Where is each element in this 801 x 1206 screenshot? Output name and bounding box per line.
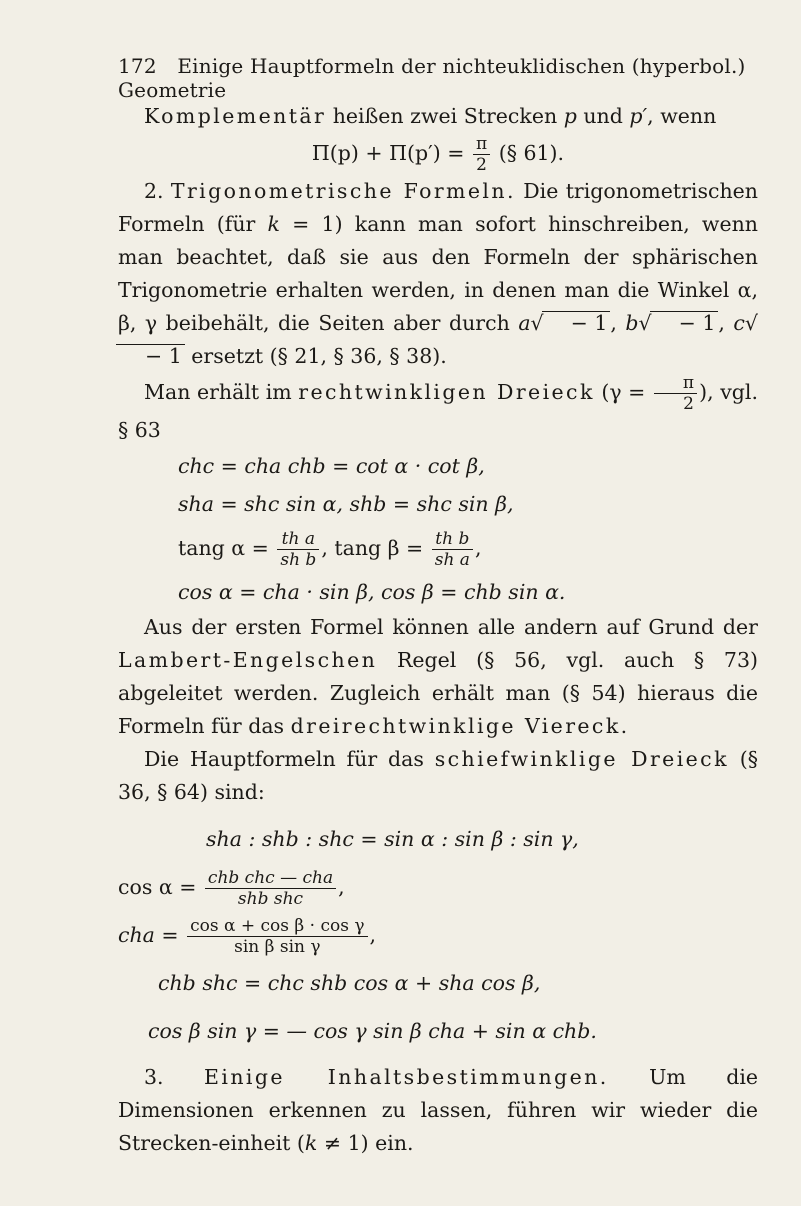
right-triangle-formulas [178,447,758,611]
page-body [118,100,758,1160]
paragraph-lambert: Aus der ersten Formel können alle andern auf Grund der Lambert-Engelschen Regel (§ 56, vgl. auch § 73) abgeleitet werden. Zugleich erhält man (§ 54) hieraus die Formeln für das dreirechtwinklige Viereck. [118,615,758,738]
section-3-paragraph: 3. Einige Inhaltsbestimmungen. Um die Dimensionen erkennen zu lassen, führen wir wieder die Strecken-einheit (k ≠ 1) ein. [118,1065,759,1155]
formula-line: cha = $\frac{\text{cos α + cos β · cos γ}}{\text{sin β sin γ}}$ , [118,916,377,957]
formula-line: cos β sin γ = — cos γ sin β cha + sin α chb. [148,1019,597,1043]
running-title: Einige Hauptformeln der nichteuklidischen (hyperbol.) Geometrie [118,54,746,102]
oblique-triangle-formulas [118,815,758,1055]
formula-line: chb shc = chc shb cos α + sha cos β, [158,971,541,995]
section-3-title: Einige Inhaltsbestimmungen. [204,1065,609,1089]
formula-complement: Π(p) + Π(p′) = $\frac{\pi}{2}$ (§ 61). [311,134,565,175]
section-2-paragraph: 2. Trigonometrische Formeln. Die trigonometrischen Formeln (für k = 1) kann man sofort hinschreiben, wenn man beachtet, daß sie aus den Formeln der sphärischen Trigonometrie erhalten werden, in denen man die Winkel α, β, γ beibehält, die Seiten aber durch a√ − 1 , b√ − 1 , c√− 1 ersetzt (§ 21, § 36, § 38). [118,179,759,368]
formula-line: sha = shc sin α, shb = shc sin β, [178,492,514,516]
formula-line: cos α = cha · sin β, cos β = chb sin α. [178,580,566,604]
section-2-title: Trigonometrische Formeln. [170,179,516,203]
page-number: 172 [118,54,157,78]
paragraph-oblique-triangle: Die Hauptformeln für das schiefwinklige Dreieck (§ 36, § 64) sind: [118,747,758,804]
paragraph-right-triangle: Man erhält im rechtwinkligen Dreieck (γ = $\frac{\pi}{2}$ ), vgl. § 63 [118,373,758,442]
paragraph-komplementaer: Komplementär heißen zwei Strecken p und p′, wenn [144,104,717,128]
running-header [118,54,758,102]
formula-line: sha : shb : shc = sin α : sin β : sin γ, [206,827,579,851]
formula-line: chc = cha chb = cot α · cot β, [178,454,485,478]
formula-line: cos α = $\frac{\text{chb chc — cha}}{\text{shb shc}}$ , [118,868,345,909]
formula-line: tang α = $\frac{\text{th a}}{\text{sh b}}$ , tang β = $\frac{\text{th b}}{\text{sh a}}$ , [178,529,482,570]
